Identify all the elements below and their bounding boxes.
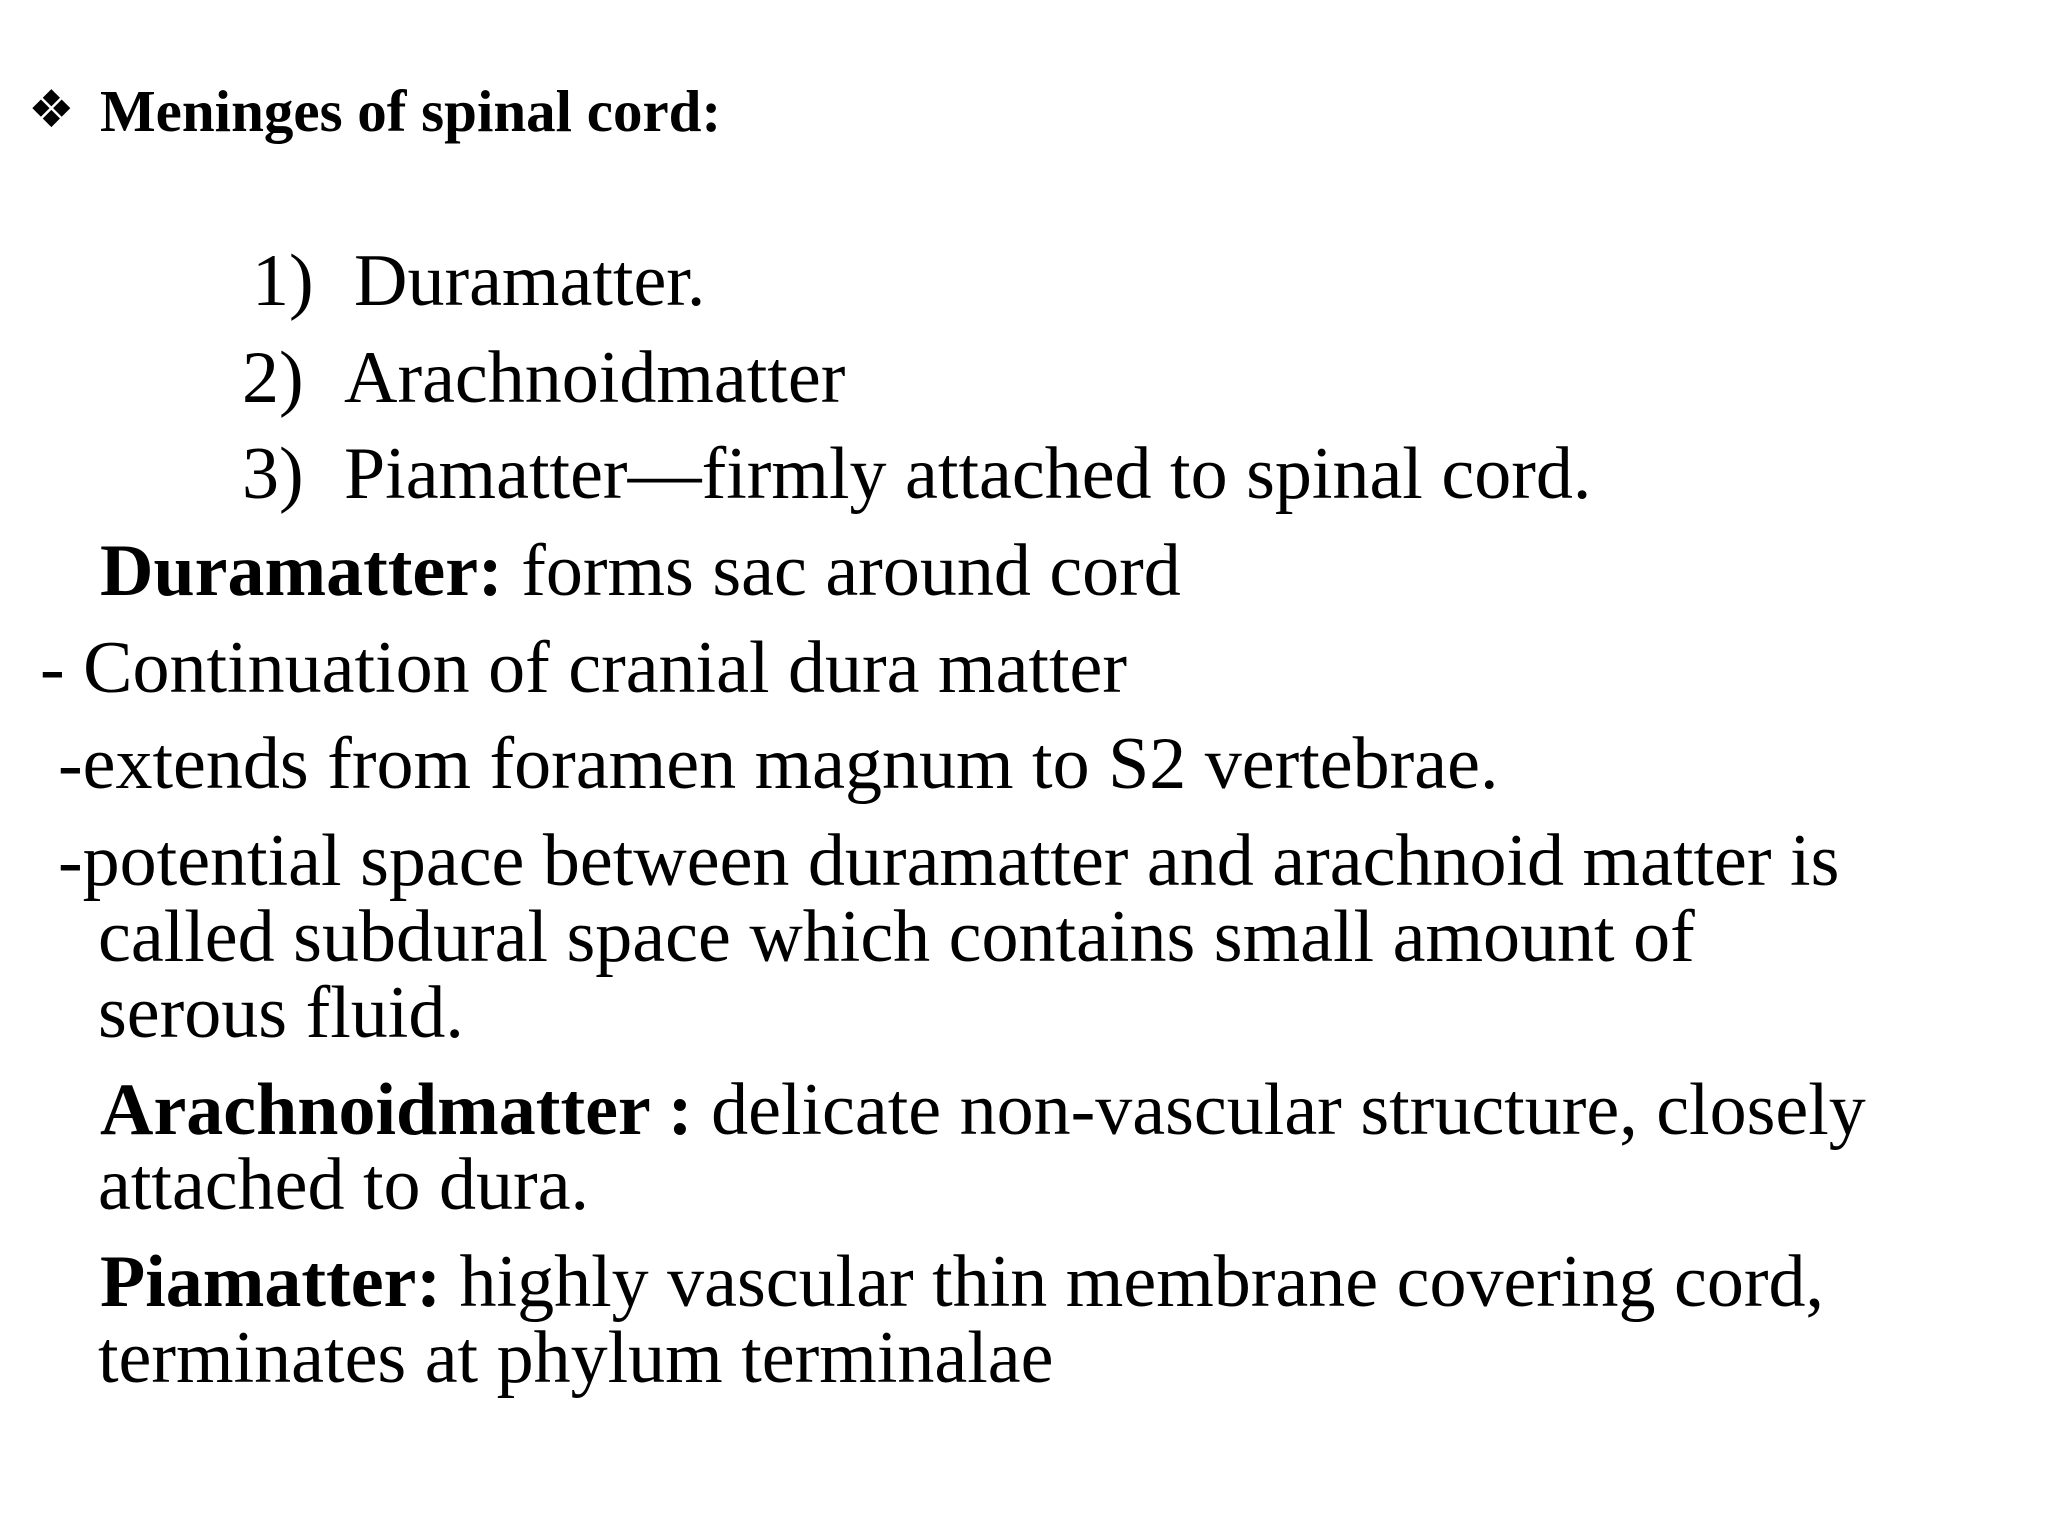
arachnoidmatter-definition-cont: attached to dura. [98,1144,590,1226]
piamatter-definition [100,1241,1824,1323]
list-item-3 [242,433,1592,515]
list-item-number: 2) [242,337,304,419]
list-item-text: Duramatter. [354,240,706,322]
list-item-2 [242,337,846,419]
list-item-number: 3) [242,433,304,515]
list-item-number: 1) [252,240,314,322]
piamatter-description: highly vascular thin membrane covering cord, [441,1241,1824,1323]
duramatter-point-1: - Continuation of cranial dura matter [40,627,1128,709]
duramatter-point-2: -extends from foramen magnum to S2 vertebrae. [58,723,1499,805]
page-heading [28,78,722,144]
heading-text: Meninges of spinal cord: [100,78,722,144]
diamond-bullet-icon: ❖ [28,80,75,140]
arachnoidmatter-term: Arachnoidmatter : [100,1069,693,1151]
duramatter-point-3-cont-1: called subdural space which contains small amount of [98,896,1695,978]
duramatter-point-3: -potential space between duramatter and arachnoid matter is [58,820,1840,902]
duramatter-definition [100,530,1181,612]
piamatter-definition-cont: terminates at phylum terminalae [98,1317,1054,1399]
arachnoidmatter-description: delicate non-vascular structure, closely [692,1069,1866,1151]
list-item-text: Piamatter—firmly attached to spinal cord. [344,433,1592,515]
piamatter-term: Piamatter: [100,1241,442,1323]
duramatter-point-3-cont-2: serous fluid. [98,972,464,1054]
arachnoidmatter-definition [100,1069,1866,1151]
list-item-1 [252,240,706,322]
list-item-text: Arachnoidmatter [344,337,846,419]
duramatter-term: Duramatter: [100,530,503,612]
duramatter-description: forms sac around cord [502,530,1181,612]
